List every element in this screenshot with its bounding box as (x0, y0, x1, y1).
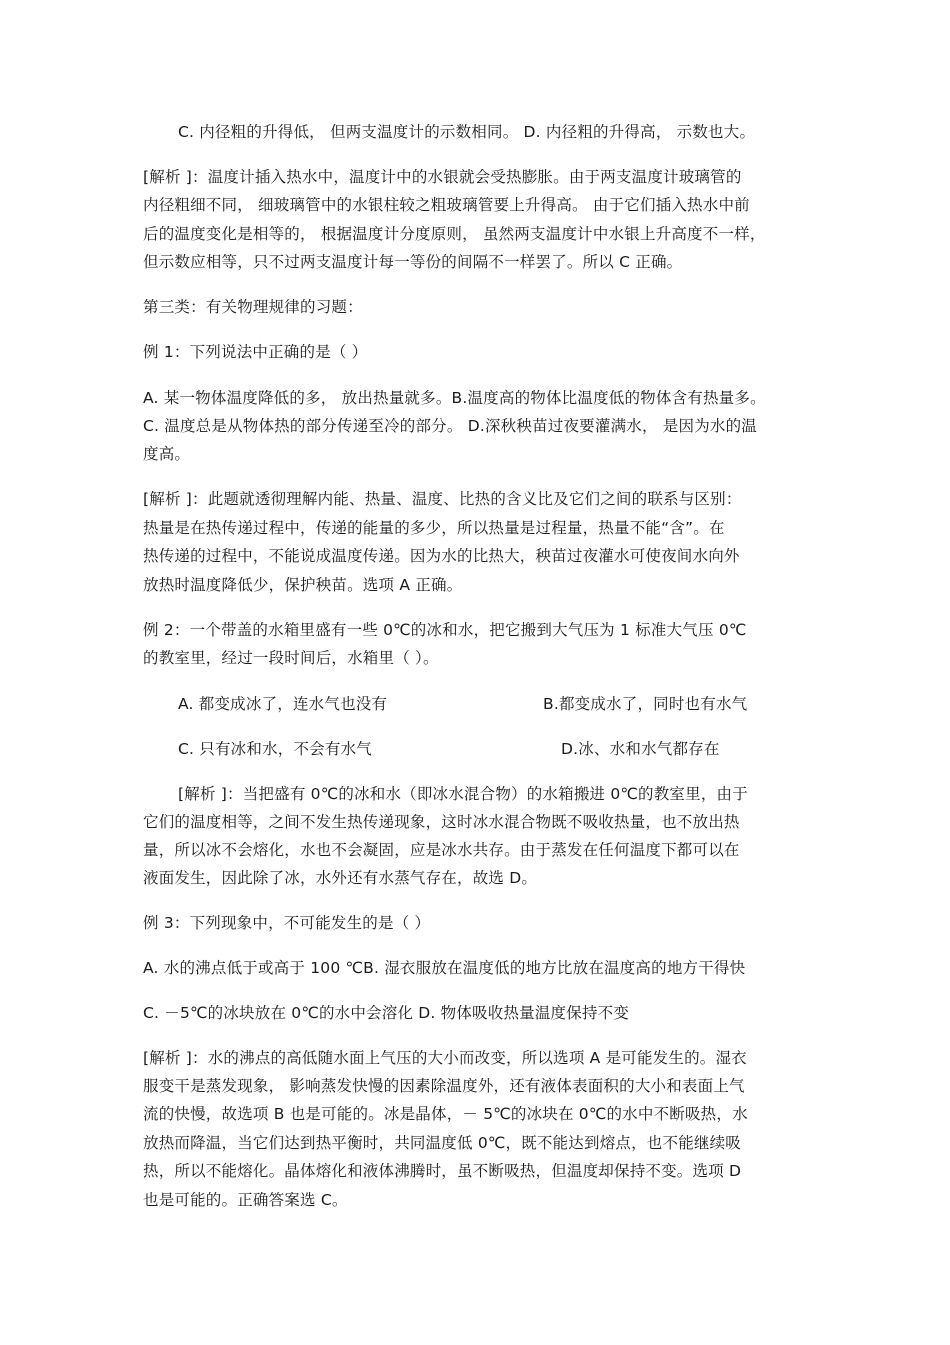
text-line: C. －5℃的冰块放在 0℃的水中会溶化 D. 物体吸收热量温度保持不变 (143, 1004, 630, 1022)
text-line: 热量是在热传递过程中，传递的能量的多少，所以热量是过程量，热量不能“含”。在 (143, 519, 725, 537)
question-title: 例 1：下列说法中正确的是（ ） (143, 343, 368, 361)
text-line: 液面发生，因此除了冰，水外还有水蒸气存在，故选 D。 (143, 869, 538, 887)
question-title: 例 2：一个带盖的水箱里盛有一些 0℃的冰和水，把它搬到大气压为 1 标准大气压 0℃ (143, 621, 747, 639)
option-b: B.都变成水了，同时也有水气 (543, 695, 748, 713)
text-line: 后的温度变化是相等的， 根据温度计分度原则， 虽然两支温度计中水银上升高度不一样， (143, 225, 766, 243)
text-line: 但示数应相等，只不过两支温度计每一等份的间隔不一样罢了。所以 C 正确。 (143, 253, 683, 271)
text-line: [解析 ]：此题就透彻理解内能、热量、温度、比热的含义比及它们之间的联系与区别： (143, 490, 742, 508)
text-line: 放热而降温，当它们达到热平衡时，共同温度低 0℃，既不能达到熔点，也不能继续吸 (143, 1134, 741, 1152)
option-a: A. 都变成冰了，连水气也没有 (178, 695, 388, 713)
text-line: 流的快慢，故选项 B 也是可能的。冰是晶体，－ 5℃的冰块在 0℃的水中不断吸热，水 (143, 1105, 748, 1123)
option-c: C. 只有冰和水，不会有水气 (178, 740, 372, 758)
text-line: 它们的温度相等，之间不发生热传递现象，这时冰水混合物既不吸收热量，也不放出热 (143, 813, 740, 831)
text-line: A. 某一物体温度降低的多， 放出热量就多。B.温度高的物体比温度低的物体含有热量多。 (143, 389, 766, 407)
text-line: 量，所以冰不会熔化，水也不会凝固，应是冰水共存。由于蒸发在任何温度下都可以在 (143, 841, 740, 859)
text-line: A. 水的沸点低于或高于 100 ℃B. 湿衣服放在温度低的地方比放在温度高的地方干得快 (143, 959, 746, 977)
text-line: 也是可能的。正确答案选 C。 (143, 1191, 348, 1209)
section-heading: 第三类：有关物理规律的习题： (143, 298, 363, 316)
question-title: 例 3：下列现象中，不可能发生的是（ ） (143, 914, 431, 932)
text-line: [解析 ]：水的沸点的高低随水面上气压的大小而改变，所以选项 A 是可能发生的。湿衣 (143, 1049, 747, 1067)
question-title: 的教室里，经过一段时间后，水箱里（ ）。 (143, 649, 439, 667)
text-line: 度高。 (143, 445, 191, 463)
text-line: C. 温度总是从物体热的部分传递至冷的部分。 D.深秋秧苗过夜要灌满水， 是因为水的温 (143, 417, 757, 435)
text-line: [解析 ]：当把盛有 0℃的冰和水（即冰水混合物）的水箱搬进 0℃的教室里，由于 (178, 785, 748, 803)
text-line: C. 内径粗的升得低， 但两支温度计的示数相同。 D. 内径粗的升得高， 示数也大。 (178, 123, 756, 141)
text-line: 放热时温度降低少，保护秧苗。选项 A 正确。 (143, 576, 463, 594)
text-line: 内径粗细不同， 细玻璃管中的水银柱较之粗玻璃管要上升得高。 由于它们插入热水中前 (143, 196, 750, 214)
text-line: 服变干是蒸发现象， 影响蒸发快慢的因素除温度外，还有液体表面积的大小和表面上气 (143, 1077, 745, 1095)
text-line: 热，所以不能熔化。晶体熔化和液体沸腾时，虽不断吸热，但温度却保持不变。选项 D (143, 1162, 742, 1180)
option-d: D.冰、水和水气都存在 (561, 740, 720, 758)
text-line: [解析 ]：温度计插入热水中，温度计中的水银就会受热膨胀。由于两支温度计玻璃管的 (143, 168, 742, 186)
text-line: 热传递的过程中，不能说成温度传递。因为水的比热大，秧苗过夜灌水可使夜间水向外 (143, 547, 740, 565)
